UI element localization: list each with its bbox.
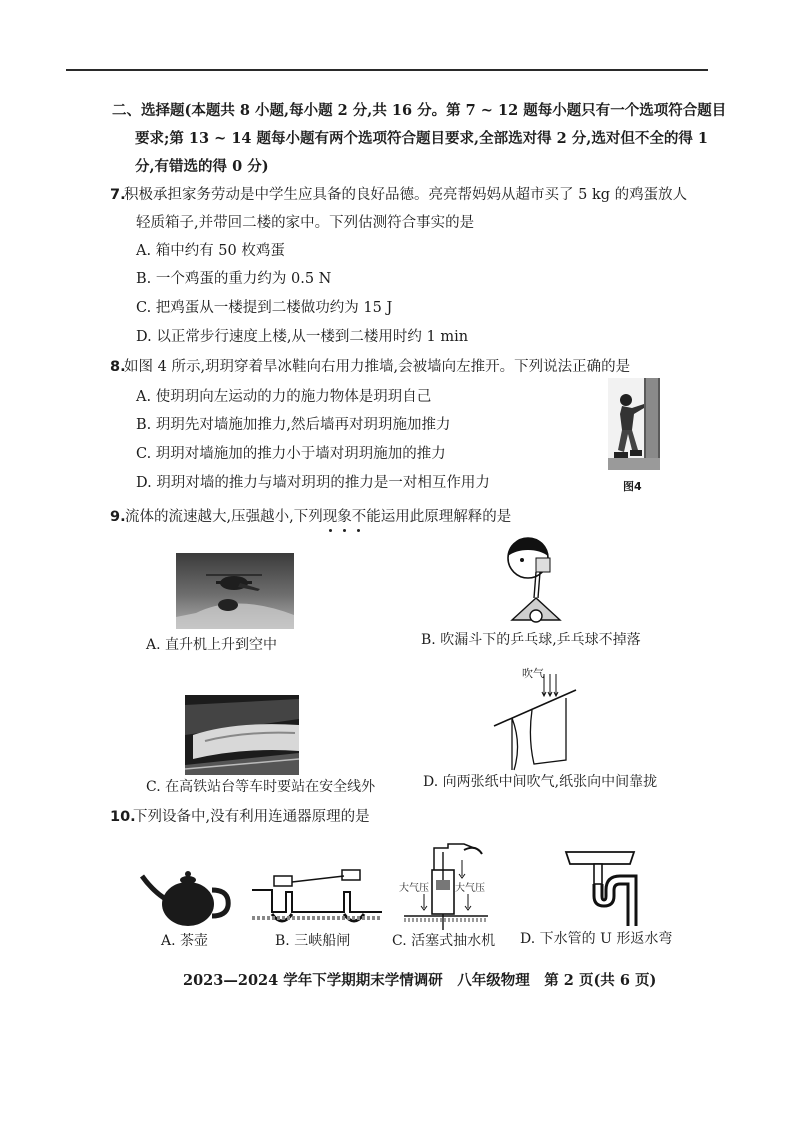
q7-option-c: C. 把鸡蛋从一楼提到二楼做功约为 15 J bbox=[136, 300, 393, 316]
q7-option-a: A. 箱中约有 50 枚鸡蛋 bbox=[136, 243, 285, 259]
q7-stem-line2: 轻质箱子,并带回二楼的家中。下列估测符合事实的是 bbox=[136, 215, 475, 231]
q7-option-d: D. 以正常步行速度上楼,从一楼到二楼用时约 1 min bbox=[136, 329, 469, 345]
emphasis-dot bbox=[343, 529, 346, 532]
high-speed-rail-photo bbox=[185, 695, 299, 775]
pressure-right-label: 大气压 bbox=[455, 883, 485, 894]
two-paper-diagram bbox=[488, 664, 588, 774]
figure4-label: 图4 bbox=[623, 480, 642, 493]
blow-label: 吹气 bbox=[522, 667, 544, 680]
section-heading-line2: 要求;第 13 ~ 14 题每小题有两个选项符合题目要求,全部选对得 2 分,选对但不全的得 1 bbox=[135, 130, 708, 147]
q9-option-a: A. 直升机上升到空中 bbox=[146, 637, 278, 653]
q10-option-b: B. 三峡船闸 bbox=[275, 933, 351, 949]
q9-option-b: B. 吹漏斗下的乒乓球,乒乓球不掉落 bbox=[421, 632, 641, 648]
top-rule bbox=[66, 69, 708, 71]
q9-stem: 流体的流速越大,压强越小,下列现象不能运用此原理解释的是 bbox=[125, 509, 512, 525]
q10-number: 10. bbox=[110, 809, 136, 825]
q9-option-d: D. 向两张纸中间吹气,纸张向中间靠拢 bbox=[423, 774, 658, 790]
pressure-left-label: 大气压 bbox=[399, 883, 429, 894]
q7-option-b: B. 一个鸡蛋的重力约为 0.5 N bbox=[136, 271, 332, 287]
q7-number: 7. bbox=[110, 187, 126, 203]
q8-option-c: C. 玥玥对墙施加的推力小于墙对玥玥施加的推力 bbox=[136, 446, 446, 462]
q8-option-b: B. 玥玥先对墙施加推力,然后墙再对玥玥施加推力 bbox=[136, 417, 451, 433]
q10-stem: 下列设备中,没有利用连通器原理的是 bbox=[133, 809, 370, 825]
q7-stem-line1: 积极承担家务劳动是中学生应具备的良好品德。亮亮帮妈妈从超市买了 5 kg 的鸡蛋放人 bbox=[124, 187, 688, 203]
q8-number: 8. bbox=[110, 359, 126, 375]
q8-option-d: D. 玥玥对墙的推力与墙对玥玥的推力是一对相互作用力 bbox=[136, 475, 490, 491]
section-heading-line1: 二、选择题(本题共 8 小题,每小题 2 分,共 16 分。第 7 ~ 12 题每小题只有一个选项符合题目 bbox=[112, 102, 727, 119]
q8-option-a: A. 使玥玥向左运动的力的施力物体是玥玥自己 bbox=[136, 389, 432, 405]
emphasis-dot bbox=[357, 529, 360, 532]
q10-option-d: D. 下水管的 U 形返水弯 bbox=[520, 931, 673, 947]
helicopter-photo bbox=[176, 553, 294, 629]
page-footer: 2023—2024 学年下学期期末学情调研 八年级物理 第 2 页(共 6 页) bbox=[183, 972, 657, 989]
teapot-icon bbox=[138, 860, 234, 930]
section-heading-line3: 分,有错选的得 0 分) bbox=[135, 158, 269, 175]
figure4-skater-photo bbox=[608, 378, 660, 470]
q8-stem: 如图 4 所示,玥玥穿着旱冰鞋向右用力推墙,会被墙向左推开。下列说法正确的是 bbox=[124, 359, 631, 375]
q9-option-c: C. 在高铁站台等车时要站在安全线外 bbox=[146, 779, 376, 795]
funnel-pingpong-diagram bbox=[494, 536, 574, 636]
q10-option-a: A. 茶壶 bbox=[161, 933, 209, 949]
ship-lock-diagram bbox=[252, 862, 382, 932]
emphasis-dot bbox=[329, 529, 332, 532]
q10-option-c: C. 活塞式抽水机 bbox=[392, 933, 496, 949]
u-trap-pipe-diagram bbox=[558, 846, 642, 928]
q9-number: 9. bbox=[110, 509, 126, 525]
